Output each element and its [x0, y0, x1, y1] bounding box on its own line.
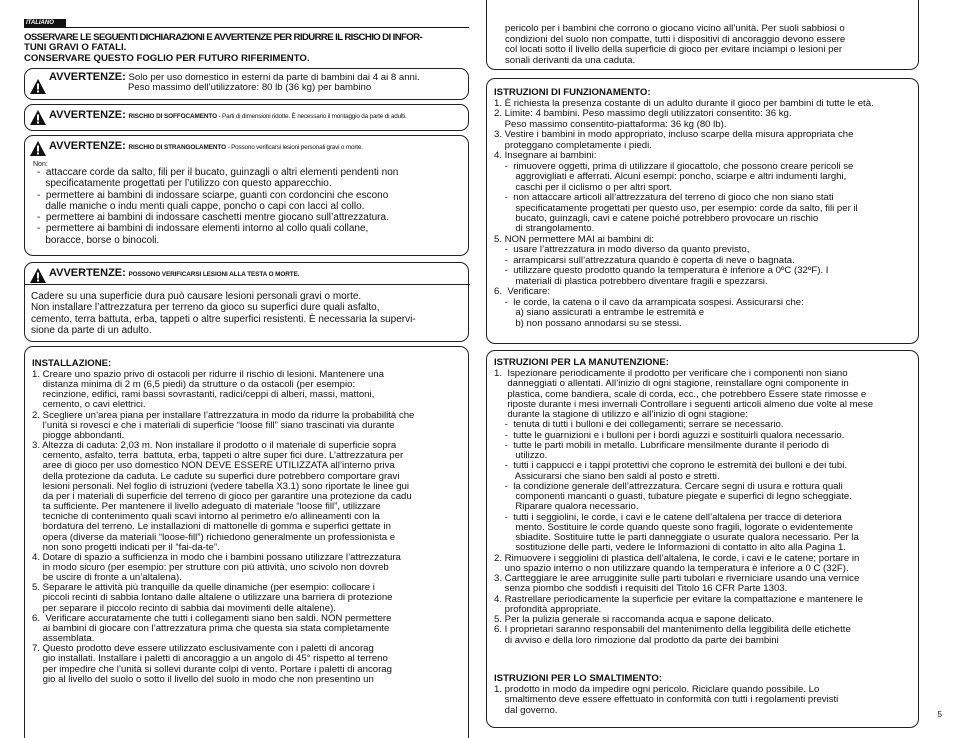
continuation-line: pericolo per i bambini che corrono o giocano vicino all’unità. Per suoli sabbiosi o — [505, 23, 845, 34]
disposal-title: ISTRUZIONI PER LO SMALTIMENTO: — [494, 673, 663, 684]
installation-title: INSTALLAZIONE: — [32, 358, 112, 369]
operation-line: caschi per il ciclismo o per altri sport. — [494, 181, 673, 193]
maintenance-line: plastica, come bandiera, scale di corda, ecc., che potrebbero Essere state rimosse e — [494, 388, 867, 400]
installation-line: tecniche di contenimento quali scavi intorno al perimetro e/o allineamenti con la — [32, 511, 380, 523]
installation-line: 1. Creare uno spazio privo di ostacoli per ridurre il rischio di lesioni. Mantenere una — [32, 369, 384, 380]
installation-line: per separare il piccolo recinto di sabbia dai movimenti delle altalene). — [32, 602, 336, 614]
operation-line: specificatamente progettati per questo uso, per esempio: corde da salto, fili per il — [494, 202, 858, 214]
intro-statement — [24, 33, 469, 64]
operation-line: - non attaccare articoli all’attrezzatura del terreno di gioco che non siano stati — [494, 192, 834, 204]
operation-line: 2. Limite: 4 bambini. Peso massimo degli utilizzatori consentito: 36 kg. — [494, 108, 792, 120]
installation-line: recinzione, edifici, rami bassi sovrastanti, radici/ceppi di alberi, massi, mattoni, — [32, 389, 375, 401]
operation-line: proteggano completamente i piedi. — [494, 139, 652, 151]
installation-line: 6. Verificare accuratamente che tutti i collegamenti siano ben saldi. NON permettere — [32, 612, 392, 624]
continuation-line: condizioni del suolo non compatte, tutti i dispositivi di ancoraggio devono essere — [505, 33, 846, 45]
installation-line: gio al livello del suolo o sotto il livello del suolo in modo che non presentino un — [32, 673, 374, 685]
maintenance-line: 2. Rimuovere i seggiolini di plastica dell’altalena, le corde, i cavi e le catene; portare in — [494, 552, 860, 564]
operation-line: aggrovigliati e afferrati. Alcuni esempi: poncho, sciarpe e altri indumenti larghi, — [494, 171, 847, 183]
maintenance-line: durante la stagione di utilizzo e all’inizio di ogni stagione: — [494, 409, 748, 420]
disposal-line: smaltimento deve essere effettuato in conformità con tutti i regolamenti previsti — [494, 694, 839, 706]
continuation-line: sonali derivanti da una caduta. — [505, 54, 636, 66]
warning-age-text-2: Peso massimo dell’utilizzatore: 80 lb (36 kg) per bambino — [128, 82, 372, 93]
maintenance-line: riposte durante i mesi invernali Controllare i seguenti articoli almeno due volte al mese — [494, 398, 874, 410]
strangulation-item: dalle maniche o indu menti quali cappe, poncho o capi con lacci al collo. — [37, 200, 365, 212]
warning-label: AVVERTENZE: — [49, 267, 126, 279]
operation-line: - rimuovere oggetti, prima di utilizzare il giocattolo, che possono creare pericoli se — [494, 160, 854, 172]
installation-line: assemblata. — [32, 633, 95, 645]
strangulation-item: specificatamente progettati per l’utilizzo con questo apparecchio. — [37, 178, 332, 190]
warning-triangle-icon — [30, 79, 46, 94]
installation-line: non sono progetti indicati per il “fai-da-te”. — [32, 541, 220, 553]
operation-line: 6. Verificare: — [494, 286, 550, 298]
maintenance-box — [486, 350, 919, 728]
maintenance-line: 5. Per la pulizia generale si raccomanda acqua e sapone delicato. — [494, 614, 774, 625]
installation-line: distanza minima di 2 m (6,5 piedi) da strutture o da ostacoli (per esempio: — [32, 379, 356, 391]
installation-line: aree di gioco per uso domestico NON DEVE ESSERE UTILIZZATA all’interno priva — [32, 460, 395, 472]
installation-line: 7. Questo prodotto deve essere utilizzato esclusivamente con i paletti di ancorag — [32, 643, 374, 655]
strangulation-item: - permettere ai bambini di indossare sciarpe, guanti con cordoncini che escono — [37, 189, 389, 201]
top-rule — [24, 27, 469, 28]
installation-line: per impedire che l’unità si sollevi durante colpi di vento. Portare i paletti di ancorag — [32, 663, 392, 675]
intro-line-3: CONSERVARE QUESTO FOGLIO PER FUTURO RIFERIMENTO. — [24, 52, 310, 64]
maintenance-line: Assicurarsi che siano ben saldi al posto e stretti. — [494, 470, 720, 482]
installation-line: da per i materiali di superficie del terreno di gioco per garantire una protezione da cadu — [32, 490, 412, 502]
operation-line: 1. È richiesta la presenza costante di un adulto durante il gioco per bambini di tutte le età. — [494, 98, 874, 109]
maintenance-line: - tutti i cappucci e i tappi protettivi che coprono le estremità dei bulloni e dei tubi. — [494, 460, 848, 472]
strangulation-item: boracce, borse o binocoli. — [37, 234, 160, 246]
installation-line: cemento, asfalto, terra battuta, erba, tappeti o altre super fici dure. L’attrezzatura per — [32, 450, 404, 462]
operation-line: b) non possano annodarsi su se stessi. — [494, 317, 682, 329]
operation-line: materiali di plastica potrebbero diventare fragili e spezzarsi. — [494, 275, 768, 287]
warning-label: AVVERTENZE: — [49, 140, 126, 152]
installation-line: 5. Separare le attività più tranquille da quelle dinamiche (per esempio: collocare i — [32, 582, 375, 594]
installation-line: 3. Altezza di caduta: 2,03 m. Non installare il prodotto o il materiale di superficie sopra — [32, 440, 397, 452]
maintenance-line: utilizzo. — [494, 450, 548, 461]
warning-triangle-icon — [30, 110, 46, 125]
suffocation-title: RISCHIO DI SOFFOCAMENTO — [128, 113, 217, 120]
warning-label: AVVERTENZE: — [49, 109, 126, 121]
installation-line: della protezione da caduta. Le cadute su superfici dure potrebbero comportare gravi — [32, 470, 400, 482]
maintenance-line: mento. Sostituire le corde quando queste sono fragili, logorate o evidentemente — [494, 521, 853, 533]
maintenance-line: 6. I proprietari saranno responsabili del mantenimento della leggibilità delle etichette — [494, 624, 851, 636]
installation-line: opera (diverse da materiali “loose-fill”) richiedono generalmente un professionista e — [32, 531, 396, 543]
strangulation-item: - permettere ai bambini di indossare caschetti mentre giocano sull’attrezzatura. — [37, 212, 389, 224]
installation-line: cemento, o cavi elettrici. — [32, 399, 146, 411]
maintenance-line: uno spazio interno o non utilizzare quando la temperatura è inferiore a 0 C (32F). — [494, 562, 849, 574]
installation-line: ai bambini di giocare con l’attrezzatura prima che questa sia stata completamente — [32, 622, 390, 634]
warning-label: AVVERTENZE: — [49, 71, 126, 83]
operation-title: ISTRUZIONI DI FUNZIONAMENTO: — [494, 87, 651, 98]
maintenance-line: senza piombo che soddisfi i requisiti del Titolo 16 CFR Parte 1303. — [494, 583, 788, 595]
strangulation-item: - attaccare corde da salto, fili per il bucato, guinzagli o altri elementi pendenti non — [37, 167, 399, 178]
installation-line: ta sufficiente. Per mantenere il livello adeguato di materiale “loose fill”, utilizzare — [32, 501, 381, 513]
operation-line: - utilizzare questo prodotto quando la temperatura è inferiore a 0ºC (32ºF). I — [494, 265, 829, 277]
intro-line-2: TUNI GRAVI O FATALI. — [24, 42, 127, 54]
operation-line: 3. Vestire i bambini in modo appropriato, incluso scarpe della misura appropriata che — [494, 129, 854, 141]
maintenance-line: sbiadite. Sostituire tutte le parti danneggiate o usurate qualora necessario. Per la — [494, 532, 859, 543]
continuation-box — [486, 0, 919, 70]
head-line: Non installare l’attrezzatura per terreno da gioco su superfici dure quali asfalto, — [31, 302, 380, 314]
warning-age-text-1: Solo per uso domestico in esterni da parte di bambini dai 4 ai 8 anni. — [128, 72, 420, 83]
installation-line: lesioni personali. Nel foglio di istruzioni (vedere tabella X3.1) sono riportate le linee gui — [32, 480, 410, 492]
maintenance-title: ISTRUZIONI PER LA MANUTENZIONE: — [494, 357, 669, 368]
maintenance-line: danneggiati o allentati. All’inizio di ogni stagione, reinstallare ogni componente in — [494, 378, 849, 390]
operation-line: - usare l’attrezzatura in modo diverso da quanto previsto, — [494, 244, 750, 256]
operation-line: a) siano assicurati a entrambe le estremità e — [494, 307, 705, 319]
maintenance-line: 4. Rastrellare periodicamente la superficie per evitare la compattazione e mantenere le — [494, 593, 864, 605]
maintenance-line: - tutti i seggiolini, le corde, i cavi e le catene dell’altalena per tracce di deteriora — [494, 511, 842, 523]
operation-line: di strangolamento. — [494, 223, 595, 235]
installation-line: l’unità si rovesci e che i materiali di superficie “loose fill” siano trascinati via durante — [32, 419, 395, 431]
maintenance-line: - tutte le guarnizioni e i bulloni per i bordi aguzzi e sostituirli qualora necessario. — [494, 429, 845, 441]
operation-line: Peso massimo consentito-piattaforma: 36 kg (80 lb). — [494, 118, 727, 130]
continuation-line: col locati sotto il livello della superficie di gioco per evitare inciampi o lesioni per — [505, 44, 843, 55]
operation-line: bucato, guinzagli, cavi e catene poiché potrebbero provocare un rischio — [494, 212, 819, 224]
installation-line: in modo sicuro (per esempio: per strutture con più attività, uno scivolo non dovreb — [32, 561, 389, 573]
non-label: Non: — [33, 161, 48, 168]
maintenance-line: Riparare qualora necessario. — [494, 501, 639, 513]
installation-line: gio installati. Installare i paletti di ancoraggio a un angolo di 45° rispetto al terreno — [32, 653, 388, 665]
maintenance-line: 1. Ispezionare periodicamente il prodotto per verificare che i componenti non siano — [494, 368, 848, 379]
warning-strangulation-box — [24, 135, 469, 256]
maintenance-line: di avviso e della loro rimozione dal prodotto da parte dei bambini — [494, 634, 779, 646]
operation-box — [486, 78, 919, 344]
installation-line: bordatura del terreno. Le installazioni di mattonelle di gomma e superfici gettate in — [32, 521, 391, 533]
warning-triangle-icon — [30, 268, 46, 283]
maintenance-line: 3. Cartteggiare le aree arrugginite sulle parti tubolari e riverniciare usando una vernice — [494, 573, 860, 584]
head-line: Cadere su una superficie dura può causare lesioni personali gravi o morte. — [31, 291, 362, 302]
page-number: 5 — [937, 710, 942, 719]
operation-line: - le corde, la catena o il cavo da arrampicata sospesi. Assicurarsi che: — [494, 296, 804, 308]
installation-line: piccoli recinti di sabbia lontano dalle altalene o utilizzare una barriera di protezione — [32, 592, 393, 604]
strangulation-title: RISCHIO DI STRANGOLAMENTO — [128, 144, 226, 151]
operation-line: 4. Insegnare ai bambini: — [494, 150, 597, 162]
head-line: sione da parte di un adulto. — [31, 324, 152, 336]
warning-head-box — [24, 262, 469, 342]
operation-line: 5. NON permettere MAI ai bambini di: — [494, 233, 654, 245]
intro-line-1: OSSERVARE LE SEGUENTI DICHIARAZIONI E AVVERTENZE PER RIDURRE IL RISCHIO DI INFOR- — [24, 33, 423, 43]
installation-line: be uscire di fronte a un’altalena). — [32, 572, 182, 584]
maintenance-line: - tutte le parti mobili in metallo. Lubrificare mensilmente durante il periodo di — [494, 439, 829, 451]
strangulation-text: - Possono verificarsi lesioni personali gravi o morte. — [226, 144, 363, 151]
head-line: cemento, terra battuta, erba, tappeti o altre superfici resistenti. È necessaria la supervi- — [31, 313, 416, 325]
disposal-line: 1. prodotto in modo da impedire ogni pericolo. Riciclare quando possibile. Lo — [494, 684, 820, 695]
maintenance-line: profondità appropriate. — [494, 603, 602, 615]
warning-triangle-icon — [30, 141, 46, 156]
installation-line: 4. Dotare di spazio a sufficienza in modo che i bambini possano utilizzare l’attrezzatura — [32, 551, 401, 563]
installation-line: piogge abbondanti. — [32, 429, 125, 441]
installation-line: 2. Scegliere un’area piana per installare l’attrezzatura in modo da ridurre la probabilità che — [32, 409, 415, 421]
language-tag: ITALIANO — [24, 19, 66, 27]
suffocation-text: - Parti di dimensioni ridotte. È necessario il montaggio da parte di adulti. — [216, 113, 407, 120]
warning-age-box — [24, 68, 469, 100]
maintenance-line: - tenuta di tutti i bulloni e dei collegamenti; serrare se necessario. — [494, 419, 784, 431]
warning-suffocation-box — [24, 104, 469, 131]
installation-box — [24, 346, 469, 738]
maintenance-line: sostituzione delle parti, vedere le Informazioni di contatto in alto alla Pagina 1. — [494, 542, 846, 554]
head-title: POSSONO VERIFICARSI LESIONI ALLA TESTA O MORTE. — [128, 271, 300, 278]
maintenance-line: componenti mancanti o guasti, tubature piegate e superfici di legno scheggiate. — [494, 491, 852, 502]
strangulation-item: - permettere ai bambini di indossare elementi intorno al collo quali collane, — [37, 223, 369, 235]
maintenance-line: - la condizione generale dell’attrezzatura. Cercare segni di usura e rottura quali — [494, 480, 843, 492]
divider — [25, 284, 470, 285]
disposal-line: dal governo. — [494, 704, 558, 716]
operation-line: - arrampicarsi sull’attrezzatura quando è coperta di neve o bagnata. — [494, 254, 795, 266]
